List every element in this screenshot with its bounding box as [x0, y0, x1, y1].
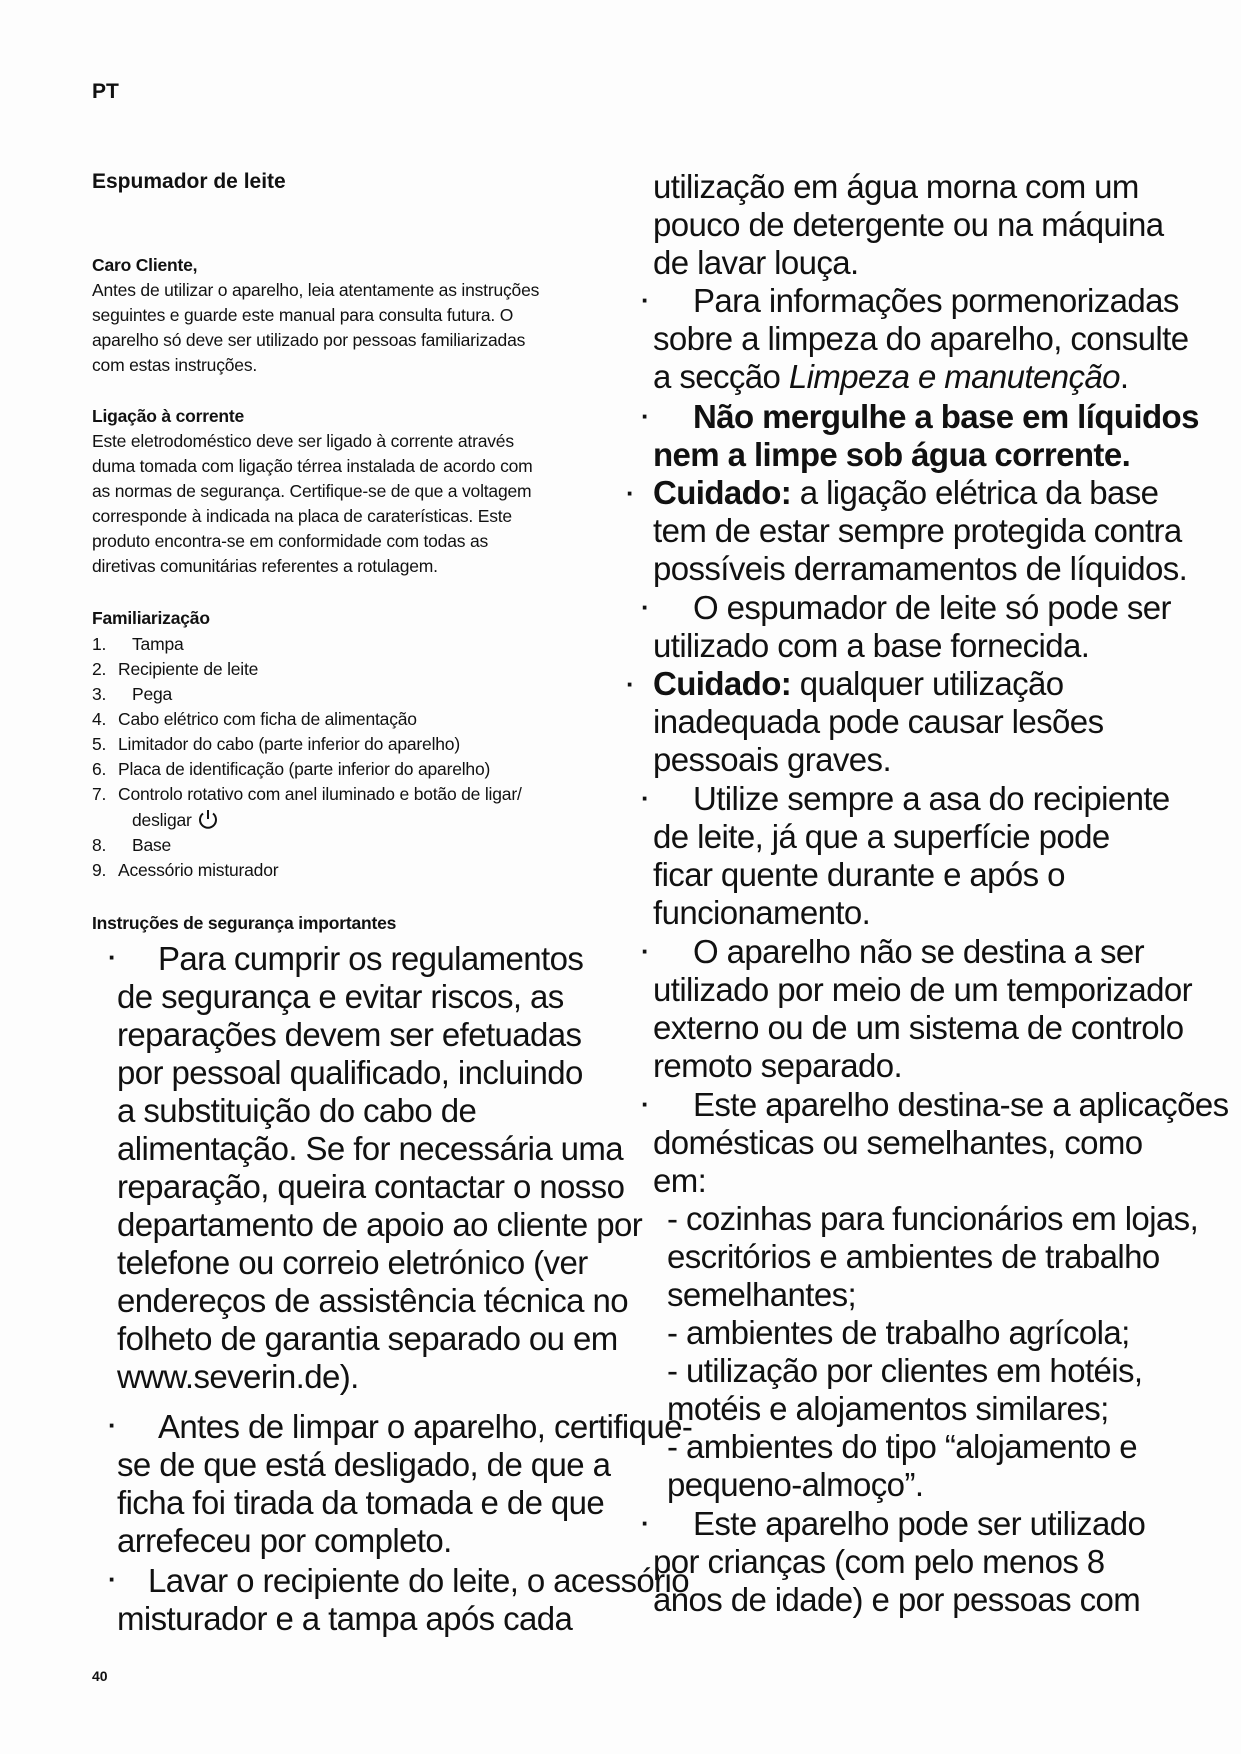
right-line: utilização em água morna com um: [653, 168, 1139, 205]
safety-line: folheto de garantia separado ou em: [117, 1320, 618, 1357]
right-line: remoto separado.: [653, 1047, 903, 1084]
right-line: funcionamento.: [653, 894, 871, 931]
right-line: possíveis derramamentos de líquidos.: [653, 550, 1188, 587]
right-line: - ambientes do tipo “alojamento e: [667, 1428, 1137, 1465]
connection-section: [92, 404, 632, 579]
page-number: 40: [92, 1668, 108, 1684]
right-line: Cuidado: a ligação elétrica da base: [653, 474, 1159, 511]
right-line: Utilize sempre a asa do recipiente: [693, 780, 1170, 817]
bullet: ·: [626, 478, 635, 508]
parts-list: [92, 632, 522, 883]
right-line: O aparelho não se destina a ser: [693, 933, 1145, 970]
power-icon: [196, 807, 220, 831]
greeting-line: aparelho só deve ser utilizado por pessoas familiarizadas: [92, 330, 526, 350]
right-line: domésticas ou semelhantes, como: [653, 1124, 1143, 1161]
safety-line: departamento de apoio ao cliente por: [117, 1206, 643, 1243]
greeting-line: com estas instruções.: [92, 355, 258, 375]
list-item: 5. Limitador do cabo (parte inferior do aparelho): [92, 734, 460, 754]
safety-line: telefone ou correio eletrónico (ver: [117, 1244, 588, 1281]
connection-line: produto encontra-se em conformidade com todas as: [92, 531, 489, 551]
bullet: ·: [641, 1508, 650, 1538]
list-item: 2. Recipiente de leite: [92, 659, 259, 679]
bullet: ·: [108, 1564, 117, 1594]
bullet: ·: [641, 1089, 650, 1119]
section-reference: Limpeza e manutenção: [788, 358, 1120, 395]
bullet: ·: [641, 936, 650, 966]
right-line: motéis e alojamentos similares;: [667, 1390, 1109, 1427]
bullet: ·: [626, 669, 635, 699]
greeting-section: [92, 253, 632, 378]
right-line: por crianças (com pelo menos 8: [653, 1543, 1105, 1580]
right-line: ficar quente durante e após o: [653, 856, 1065, 893]
right-line: escritórios e ambientes de trabalho: [667, 1238, 1160, 1275]
connection-line: duma tomada com ligação térrea instalada de acordo com: [92, 456, 533, 476]
right-line: Não mergulhe a base em líquidos: [693, 398, 1199, 435]
document-title: Espumador de leite: [92, 170, 286, 193]
bullet: ·: [108, 1410, 117, 1440]
right-line: Este aparelho destina-se a aplicações: [693, 1086, 1229, 1123]
bullet: ·: [641, 783, 650, 813]
list-item-continuation: desligar: [92, 807, 522, 833]
bullet: ·: [108, 942, 117, 972]
right-line: de lavar louça.: [653, 244, 859, 281]
right-line: em:: [653, 1162, 707, 1199]
safety-line: a substituição do cabo de: [117, 1092, 477, 1129]
right-line: semelhantes;: [667, 1276, 857, 1313]
connection-line: Este eletrodoméstico deve ser ligado à corrente através: [92, 431, 514, 451]
right-line: - utilização por clientes em hotéis,: [667, 1352, 1143, 1389]
connection-line: diretivas comunitárias referentes a rotulagem.: [92, 556, 438, 576]
familiarization-heading: Familiarização: [92, 608, 210, 628]
safety-line: www.severin.de).: [117, 1358, 359, 1395]
right-line: utilizado por meio de um temporizador: [653, 971, 1193, 1008]
right-line: a secção Limpeza e manutenção.: [653, 358, 1129, 395]
right-line: inadequada pode causar lesões: [653, 703, 1104, 740]
right-line: O espumador de leite só pode ser: [693, 589, 1171, 626]
safety-line: endereços de assistência técnica no: [117, 1282, 628, 1319]
safety-line: ficha foi tirada da tomada e de que: [117, 1484, 605, 1521]
caution-label: Cuidado:: [653, 474, 792, 511]
list-item: 1. Tampa: [92, 634, 184, 654]
right-line: externo ou de um sistema de controlo: [653, 1009, 1184, 1046]
right-line: - ambientes de trabalho agrícola;: [667, 1314, 1130, 1351]
connection-line: as normas de segurança. Certifique-se de que a voltagem: [92, 481, 532, 501]
safety-line: por pessoal qualificado, incluindo: [117, 1054, 583, 1091]
right-line: pessoais graves.: [653, 741, 892, 778]
safety-line: reparações devem ser efetuadas: [117, 1016, 582, 1053]
safety-line: Para cumprir os regulamentos: [158, 940, 584, 977]
right-line: utilizado com a base fornecida.: [653, 627, 1090, 664]
list-item: 9. Acessório misturador: [92, 860, 279, 880]
greeting-heading: Caro Cliente,: [92, 255, 198, 275]
safety-heading: Instruções de segurança importantes: [92, 913, 397, 933]
safety-line: de segurança e evitar riscos, as: [117, 978, 564, 1015]
greeting-line: seguintes e guarde este manual para consulta futura. O: [92, 305, 514, 325]
right-line: Este aparelho pode ser utilizado: [693, 1505, 1146, 1542]
language-code: PT: [92, 80, 119, 103]
bullet: ·: [641, 285, 650, 315]
connection-heading: Ligação à corrente: [92, 406, 245, 426]
safety-line: alimentação. Se for necessária uma: [117, 1130, 624, 1167]
right-line: pouco de detergente ou na máquina: [653, 206, 1164, 243]
greeting-line: Antes de utilizar o aparelho, leia atentamente as instruções: [92, 280, 540, 300]
list-item: 6. Placa de identificação (parte inferior do aparelho): [92, 759, 491, 779]
bullet: ·: [641, 592, 650, 622]
safety-line: arrefeceu por completo.: [117, 1522, 452, 1559]
safety-line: Antes de limpar o aparelho, certifique-: [158, 1408, 693, 1445]
right-line: Cuidado: qualquer utilização: [653, 665, 1064, 702]
right-line: de leite, já que a superfície pode: [653, 818, 1110, 855]
right-line: anos de idade) e por pessoas com: [653, 1581, 1141, 1618]
caution-label: Cuidado:: [653, 665, 792, 702]
right-line: Para informações pormenorizadas: [693, 282, 1179, 319]
safety-line: se de que está desligado, de que a: [117, 1446, 611, 1483]
right-line: nem a limpe sob água corrente.: [653, 436, 1131, 473]
connection-line: corresponde à indicada na placa de caraterísticas. Este: [92, 506, 512, 526]
safety-line: Lavar o recipiente do leite, o acessório: [148, 1562, 689, 1599]
right-line: tem de estar sempre protegida contra: [653, 512, 1182, 549]
right-line: sobre a limpeza do aparelho, consulte: [653, 320, 1189, 357]
list-item: 3. Pega: [92, 684, 173, 704]
right-line: - cozinhas para funcionários em lojas,: [667, 1200, 1199, 1237]
bullet: ·: [641, 401, 650, 431]
safety-line: reparação, queira contactar o nosso: [117, 1168, 625, 1205]
list-item: 8. Base: [92, 835, 172, 855]
safety-line: misturador e a tampa após cada: [117, 1600, 573, 1637]
list-item: 4. Cabo elétrico com ficha de alimentação: [92, 709, 417, 729]
list-item: 7. Controlo rotativo com anel iluminado e botão de ligar/: [92, 784, 522, 804]
right-line: pequeno-almoço”.: [667, 1466, 924, 1503]
